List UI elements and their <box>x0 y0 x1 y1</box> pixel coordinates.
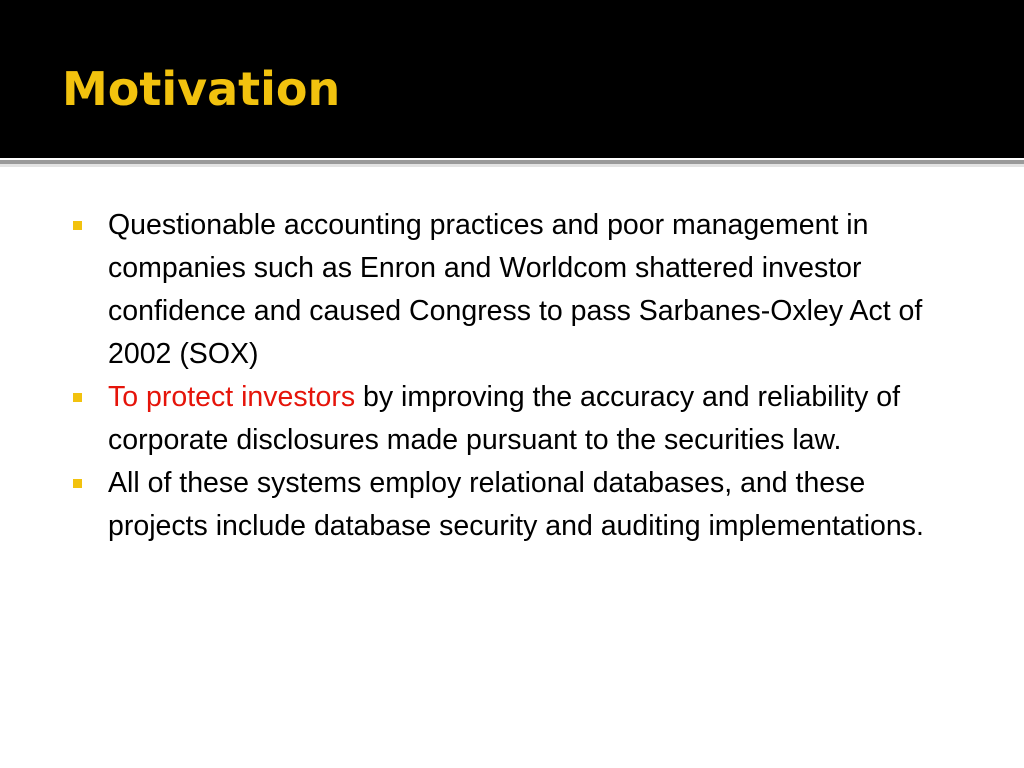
bullet-item <box>70 204 970 376</box>
bullet-text: All of these systems employ relational databases, and these projects include database security and auditing implementations. <box>108 467 924 542</box>
title-band <box>0 0 1024 158</box>
bullet-item <box>70 462 970 548</box>
slide-title: Motivation <box>62 62 341 116</box>
bullet-marker-icon <box>73 393 82 402</box>
bullet-list <box>70 204 970 548</box>
bullet-text: by improving the accuracy and reliability of corporate disclosures made pursuant to the securities law. <box>108 381 901 456</box>
bullet-marker-icon <box>73 221 82 230</box>
title-divider-shadow <box>0 164 1024 167</box>
bullet-highlight-text: To protect investors <box>108 381 356 413</box>
bullet-item <box>70 376 970 462</box>
bullet-marker-icon <box>73 479 82 488</box>
bullet-text: Questionable accounting practices and poor management in companies such as Enron and Worldcom shattered investor confidence and caused Congress to pass Sarbanes-Oxley Act of 2002 (SOX) <box>108 209 923 370</box>
